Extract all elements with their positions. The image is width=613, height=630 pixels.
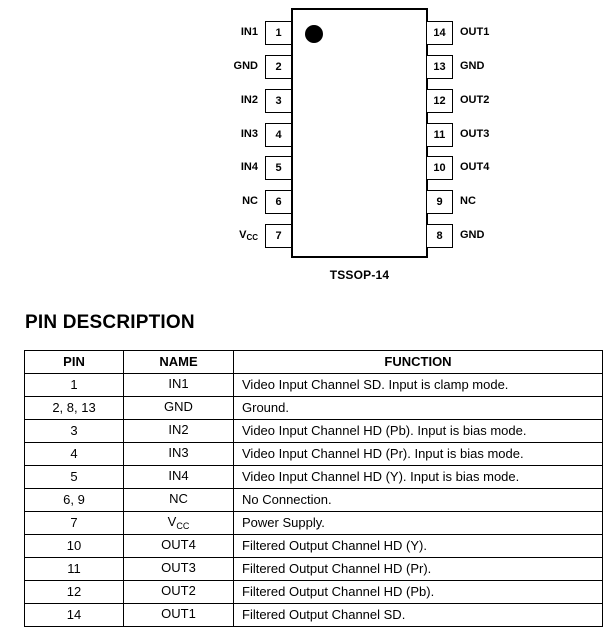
pin-number-box: 8 xyxy=(426,224,453,248)
package-label: TSSOP-14 xyxy=(329,268,390,282)
column-header-pin: PIN xyxy=(25,351,124,374)
pin-row-left-2 xyxy=(170,54,292,79)
pin-label: IN4 xyxy=(240,160,258,173)
name-cell: IN1 xyxy=(124,374,234,397)
pin-cell: 12 xyxy=(25,581,124,604)
pin-number-box: 3 xyxy=(265,89,292,113)
pin-row-left-4 xyxy=(170,122,292,147)
pin-cell: 5 xyxy=(25,466,124,489)
name-cell: $V_{CC}$ xyxy=(124,512,234,535)
pin-label: NC xyxy=(460,195,476,207)
pin-cell: 3 xyxy=(25,420,124,443)
pin-row-left-5 xyxy=(170,155,292,180)
pinout-diagram xyxy=(0,0,613,300)
column-header-name: NAME xyxy=(124,351,234,374)
name-cell: OUT1 xyxy=(124,604,234,627)
table-row xyxy=(25,581,603,604)
pin-label: OUT3 xyxy=(460,128,490,140)
table-row xyxy=(25,466,603,489)
pin-row-right-13 xyxy=(426,54,548,79)
name-cell: OUT2 xyxy=(124,581,234,604)
pin-number-box: 4 xyxy=(265,123,292,147)
pin-row-left-1 xyxy=(170,20,292,45)
pin-label: GND xyxy=(460,60,485,72)
table-row xyxy=(25,397,603,420)
function-cell: Video Input Channel HD (Pb). Input is bias mode. xyxy=(234,420,603,443)
pin-cell: 6, 9 xyxy=(25,489,124,512)
pin1-indicator-dot xyxy=(305,25,323,43)
name-cell: OUT4 xyxy=(124,535,234,558)
pin-label: NC xyxy=(242,194,258,207)
table-row xyxy=(25,374,603,397)
chip-body xyxy=(291,8,428,258)
pin-label: $V_{CC}$ xyxy=(239,228,258,242)
table-header-row xyxy=(25,351,603,374)
table-row xyxy=(25,420,603,443)
pin-label: OUT4 xyxy=(460,161,490,173)
column-header-function: FUNCTION xyxy=(234,351,603,374)
pin-number-box: 14 xyxy=(426,21,453,45)
pin-number-box: 9 xyxy=(426,190,453,214)
pin-cell: 2, 8, 13 xyxy=(25,397,124,420)
pin-cell: 4 xyxy=(25,443,124,466)
name-cell: IN2 xyxy=(124,420,234,443)
pin-label: GND xyxy=(460,229,485,241)
pin-number-box: 10 xyxy=(426,156,453,180)
section-title: PIN DESCRIPTION xyxy=(25,312,195,333)
function-cell: Filtered Output Channel HD (Pb). xyxy=(234,581,603,604)
pin-cell: 11 xyxy=(25,558,124,581)
pin-row-right-11 xyxy=(426,122,548,147)
pin-row-right-9 xyxy=(426,189,548,214)
pin-row-left-3 xyxy=(170,88,292,113)
pin-label: IN1 xyxy=(240,25,258,38)
pin-row-left-6 xyxy=(170,189,292,214)
pin-label: GND xyxy=(233,59,258,72)
function-cell: Ground. xyxy=(234,397,603,420)
function-cell: Video Input Channel SD. Input is clamp mode. xyxy=(234,374,603,397)
pin-cell: 7 xyxy=(25,512,124,535)
pin-row-right-14 xyxy=(426,20,548,45)
function-cell: Video Input Channel HD (Y). Input is bias mode. xyxy=(234,466,603,489)
name-cell: GND xyxy=(124,397,234,420)
function-cell: No Connection. xyxy=(234,489,603,512)
pin-row-right-10 xyxy=(426,155,548,180)
function-cell: Power Supply. xyxy=(234,512,603,535)
pin-label: OUT1 xyxy=(460,26,490,38)
pin-cell: 14 xyxy=(25,604,124,627)
pin-label: OUT2 xyxy=(460,94,490,106)
pin-label: IN2 xyxy=(240,93,258,106)
table-row xyxy=(25,512,603,535)
pin-number-box: 7 xyxy=(265,224,292,248)
pin-description-table xyxy=(24,350,603,627)
pin-cell: 10 xyxy=(25,535,124,558)
name-cell: OUT3 xyxy=(124,558,234,581)
table-row xyxy=(25,443,603,466)
function-cell: Filtered Output Channel HD (Y). xyxy=(234,535,603,558)
pin-number-box: 2 xyxy=(265,55,292,79)
pin-number-box: 11 xyxy=(426,123,453,147)
pin-number-box: 6 xyxy=(265,190,292,214)
pin-cell: 1 xyxy=(25,374,124,397)
table-row xyxy=(25,535,603,558)
function-cell: Filtered Output Channel SD. xyxy=(234,604,603,627)
pin-number-box: 13 xyxy=(426,55,453,79)
name-cell: IN3 xyxy=(124,443,234,466)
pin-number-box: 1 xyxy=(265,21,292,45)
pin-row-right-8 xyxy=(426,223,548,248)
name-cell: IN4 xyxy=(124,466,234,489)
function-cell: Filtered Output Channel HD (Pr). xyxy=(234,558,603,581)
pin-number-box: 5 xyxy=(265,156,292,180)
table-row xyxy=(25,604,603,627)
pin-row-right-12 xyxy=(426,88,548,113)
pin-number-box: 12 xyxy=(426,89,453,113)
pin-row-left-7 xyxy=(170,223,292,248)
table-row xyxy=(25,489,603,512)
pin-label: IN3 xyxy=(240,127,258,140)
name-cell: NC xyxy=(124,489,234,512)
function-cell: Video Input Channel HD (Pr). Input is bias mode. xyxy=(234,443,603,466)
table-row xyxy=(25,558,603,581)
